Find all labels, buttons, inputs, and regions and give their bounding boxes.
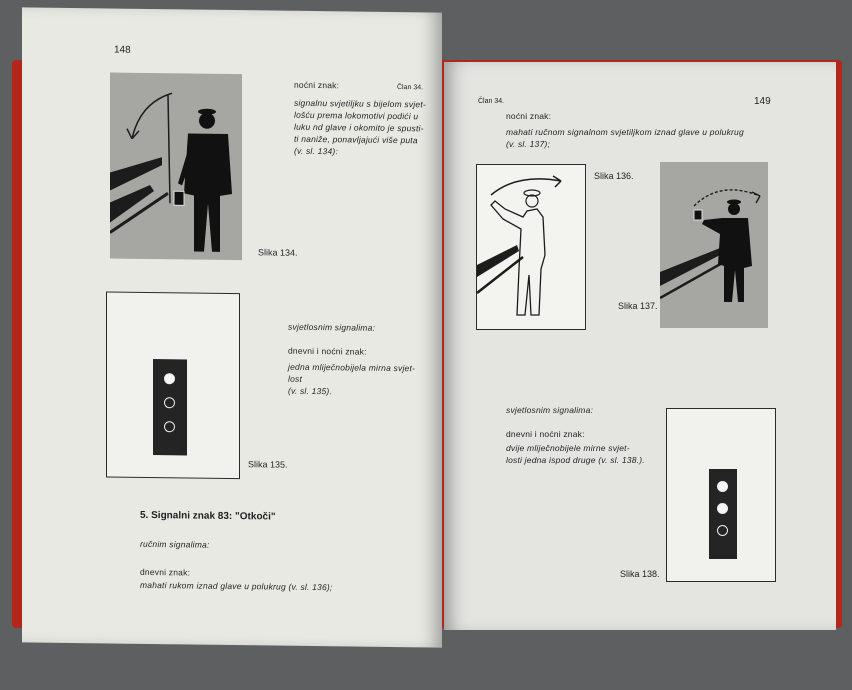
figure-138-frame xyxy=(666,408,776,582)
trainman-waving-outline xyxy=(477,165,585,329)
header-article-right: Član 34. xyxy=(478,98,505,105)
lamp-lit-icon xyxy=(717,503,728,514)
figure-134-caption: Slika 134. xyxy=(258,247,298,258)
lamp-lit-icon xyxy=(717,481,728,492)
light-signal-135 xyxy=(153,359,187,455)
night-sign-text-left: signalnu svjetiljku s bijelom svjet- lošću prema lokomotivi podići u luku nd glave i okomito je spusti- ti naniže, ponavljajući više puta (v. sl. 134): xyxy=(294,97,426,157)
night-sign-heading-right: noćni znak: xyxy=(506,111,552,121)
day-sign-label: dnevni znak: xyxy=(140,566,191,578)
trainman-lamp-illustration xyxy=(110,73,242,261)
day-sign-text: mahati rukom iznad glave u polukrug (v. sl. 136); xyxy=(140,579,333,593)
right-page xyxy=(444,62,836,630)
night-sign-text-right: mahati ručnom signalnom svjetiljkom iznad glave u polukrug (v. sl. 137); xyxy=(506,127,744,149)
figure-136-frame xyxy=(476,164,586,330)
figure-135-caption: Slika 135. xyxy=(248,459,288,470)
header-article-left: Član 34. xyxy=(397,84,424,92)
figure-134-photo xyxy=(110,73,242,261)
light-signal-text-right: dvije mliječnobijele mirne svjet- losti jedna ispod druge (v. sl. 138.). xyxy=(506,443,645,465)
light-signal-138 xyxy=(709,469,737,559)
hand-signals-label: ručnim signalima: xyxy=(140,538,210,550)
figure-138-caption: Slika 138. xyxy=(620,569,660,579)
day-night-label-left: dnevni i noćni znak: xyxy=(288,345,367,357)
page-number-right: 149 xyxy=(754,96,771,107)
light-signals-label-right: svjetlosnim signalima: xyxy=(506,405,594,415)
page-number-left: 148 xyxy=(114,44,131,56)
lamp-lit-icon xyxy=(164,373,175,384)
light-signal-text-left: jedna mliječnobijela mirna svjet- lost (v. sl. 135). xyxy=(288,361,416,397)
section-heading: 5. Signalni znak 83: "Otkoči" xyxy=(140,509,276,523)
trainman-lamp-wave-illustration xyxy=(660,162,768,328)
figure-136-caption: Slika 136. xyxy=(594,171,634,181)
figure-135-frame xyxy=(106,291,240,479)
left-page xyxy=(22,7,442,647)
figure-137-caption: Slika 137. xyxy=(618,301,658,311)
figure-137-photo xyxy=(660,162,768,328)
lamp-dark-icon xyxy=(164,397,175,408)
lamp-dark-icon xyxy=(164,421,175,432)
day-night-label-right: dnevni i noćni znak: xyxy=(506,429,585,439)
light-signals-label-left: svjetlosnim signalima: xyxy=(288,321,376,333)
night-sign-heading-left: noćni znak: xyxy=(294,79,340,91)
lamp-dark-icon xyxy=(717,525,728,536)
